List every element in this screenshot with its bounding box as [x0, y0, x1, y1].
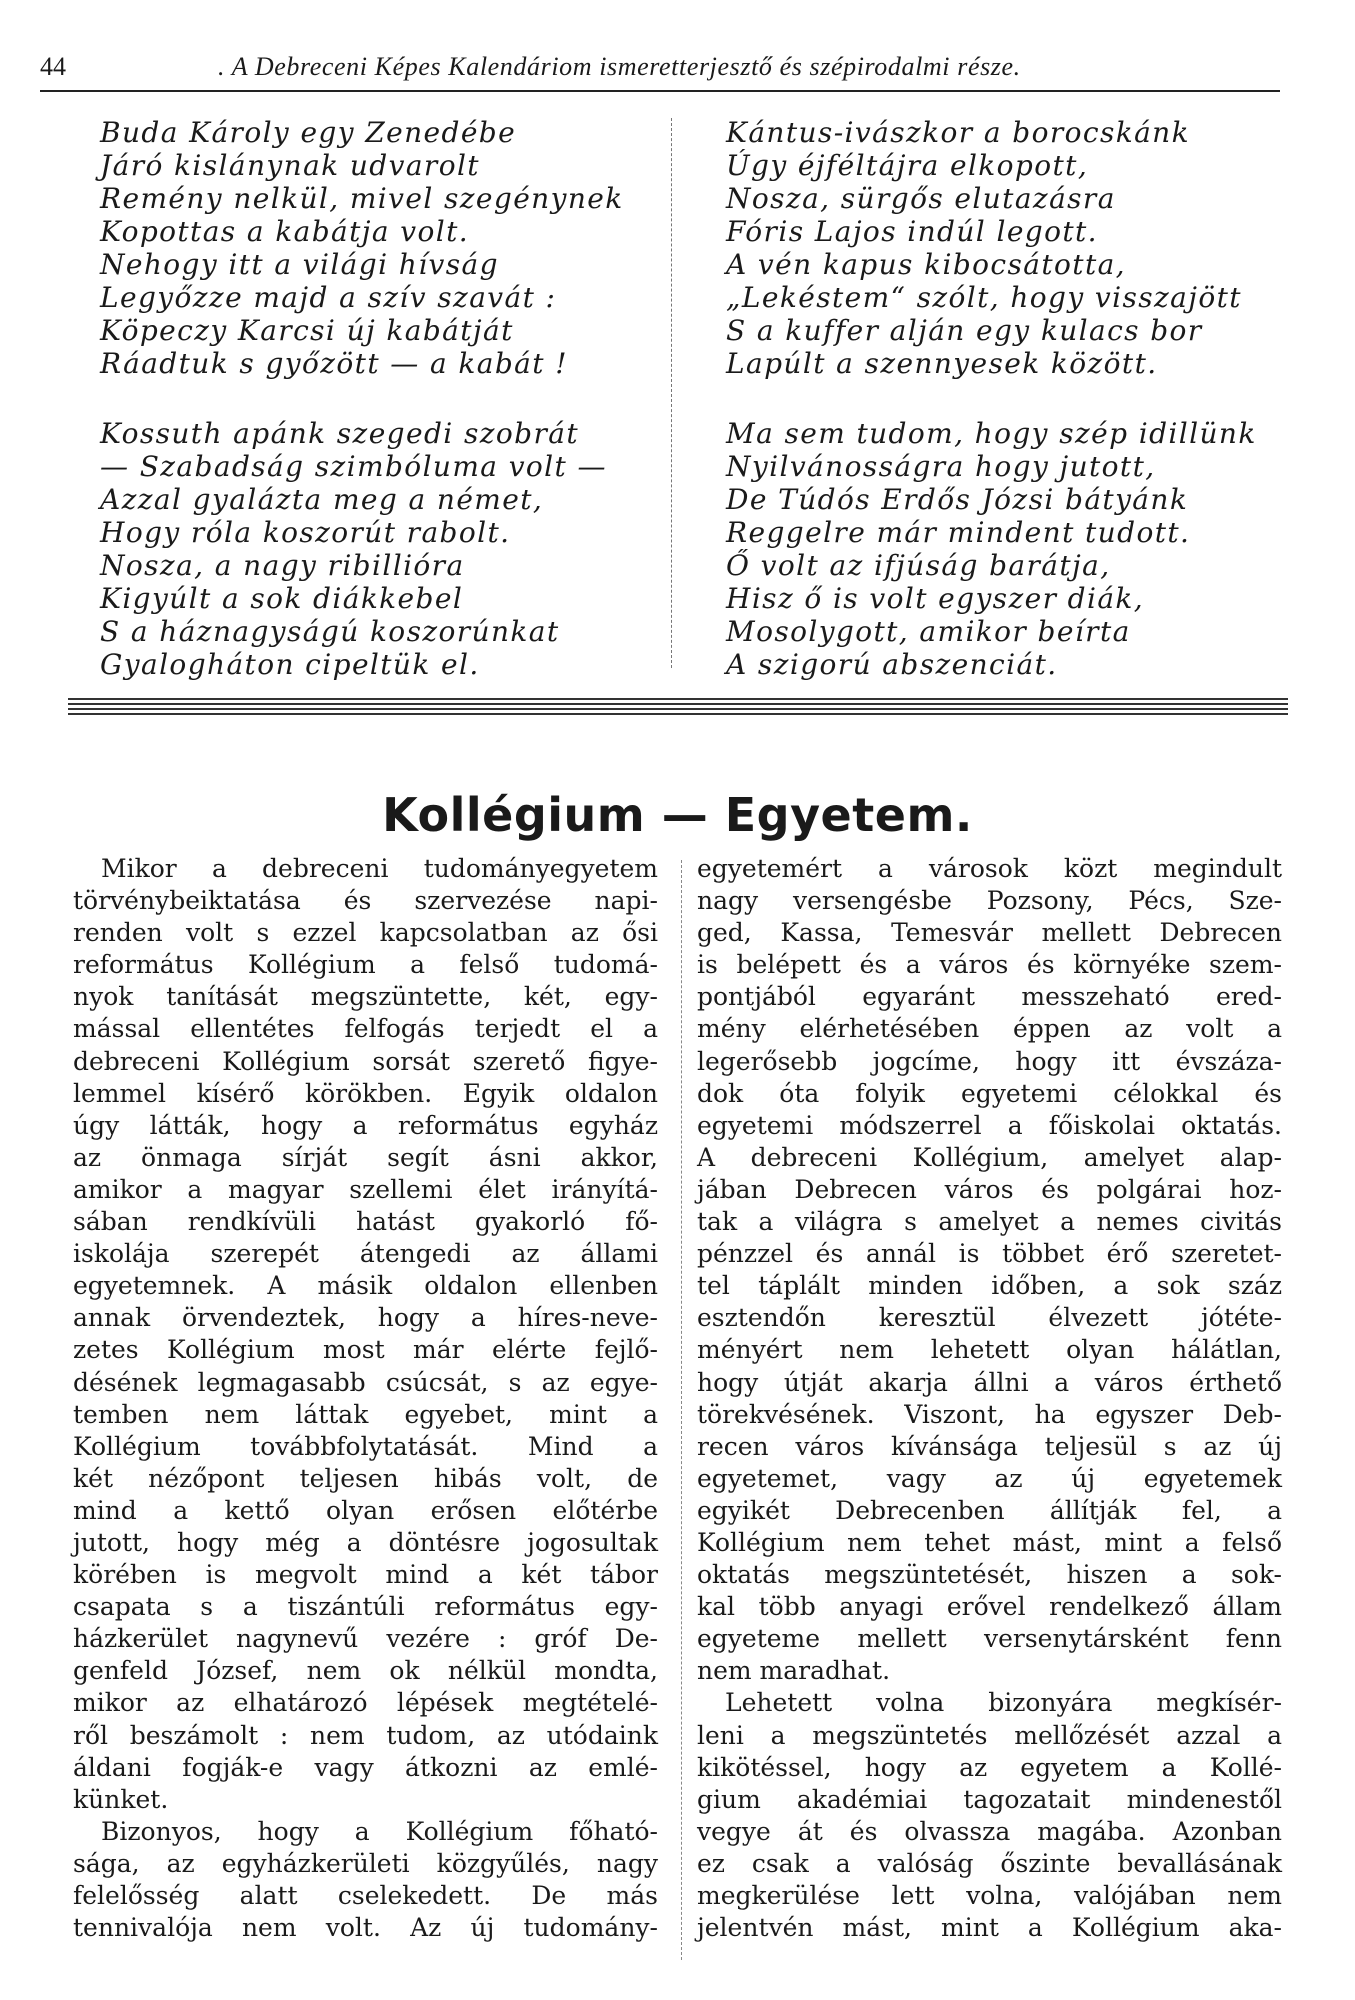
text-line: ről beszámolt : nem tudom, az utódaink [73, 1720, 658, 1750]
poem-line: S a háznagyságú koszorúnkat [100, 615, 560, 648]
text-line: genfeld József, nem ok nélkül mondta, [73, 1656, 658, 1686]
text-line: ez csak a valóság őszinte bevallásának [697, 1848, 1282, 1878]
text-line: egyetemi módszerrel a főiskolai oktatás. [697, 1110, 1282, 1140]
text-line: ményért nem lehetett olyan hálátlan, [697, 1335, 1282, 1365]
text-line: pontjából egyaránt messzeható ered- [697, 982, 1282, 1012]
text-line: ged, Kassa, Temesvár mellett Debrecen [697, 918, 1282, 948]
poem-line: Nosza, sürgős elutazásra [726, 182, 1116, 215]
separator-rule [68, 708, 1288, 710]
text-line: renden volt s ezzel kapcsolatban az ősi [73, 918, 658, 948]
poem-line: Remény nelkül, mivel szegénynek [100, 182, 624, 215]
text-line: is belépett és a város és környéke szem- [697, 950, 1282, 980]
poem-line: Hogy róla koszorút rabolt. [100, 516, 511, 549]
text-line: künket. [73, 1784, 169, 1814]
poem-line: Kigyúlt a sok diákkebel [100, 582, 464, 615]
poem-line: Buda Károly egy Zenedébe [100, 116, 517, 149]
article-left-column [73, 853, 658, 1944]
page-number: 44 [40, 52, 66, 81]
poem-line: Gyalogháton cipeltük el. [100, 648, 480, 681]
text-line: zetes Kollégium most már elérte fejlő- [73, 1335, 658, 1365]
poem-line: Úgy éjféltájra elkopott, [726, 149, 1089, 182]
text-line: nagy versengésbe Pozsony, Pécs, Sze- [697, 886, 1282, 916]
poem-line: Ráadtuk s győzött — a kabát ! [100, 347, 568, 380]
text-line: megkerülése lett volna, valójában nem [697, 1881, 1282, 1910]
poem-stanza [726, 417, 1257, 681]
text-line: mind a kettő olyan erősen előtérbe [73, 1495, 658, 1525]
text-line: két nézőpont teljesen hibás volt, de [73, 1463, 658, 1493]
text-line: úgy látták, hogy a református egyház [73, 1110, 658, 1140]
poem-line: Fóris Lajos indúl legott. [726, 215, 1098, 248]
text-line: temben nem láttak egyebet, mint a [73, 1399, 658, 1429]
text-line: kikötéssel, hogy az egyetem a Kollé- [697, 1752, 1282, 1782]
text-line: Kollégium továbbfolytatását. Mind a [73, 1431, 658, 1461]
text-line: áldani fogják-e vagy átkozni az emlé- [73, 1752, 658, 1782]
poem-line: Kántus-ivászkor a borocskánk [726, 116, 1190, 149]
text-line: hogy útját akarja állni a város érthető [697, 1367, 1282, 1397]
text-line: A debreceni Kollégium, amelyet alap- [697, 1142, 1282, 1172]
text-line: iskolája szerepét átengedi az állami [73, 1239, 658, 1269]
text-line: felelősség alatt cselekedett. De más [73, 1881, 658, 1910]
poem-line: S a kuffer alján egy kulacs bor [726, 314, 1203, 347]
text-line: gium akadémiai tagozatait mindenestől [697, 1784, 1282, 1814]
text-line: debreceni Kollégium sorsát szerető figye- [73, 1046, 658, 1076]
poem-stanza [100, 116, 624, 380]
poem-line: Kossuth apánk szegedi szobrát [100, 417, 579, 450]
article-column-divider [681, 860, 682, 1960]
text-line: törekvésének. Viszont, ha egyszer Deb- [697, 1399, 1282, 1429]
text-line: mikor az elhatározó lépések megtételé- [73, 1688, 658, 1718]
text-line: amikor a magyar szellemi élet irányítá- [73, 1174, 658, 1204]
text-line: vegye át és olvassza magába. Azonban [697, 1816, 1282, 1846]
text-line: nem maradhat. [697, 1656, 891, 1686]
poem-line: Reggelre már mindent tudott. [726, 516, 1191, 549]
text-line: legerősebb jogcíme, hogy itt évszáza- [697, 1046, 1282, 1076]
poem-line: Nosza, a nagy ribillióra [100, 549, 465, 582]
text-line: Bizonyos, hogy a Kollégium főható- [101, 1816, 658, 1846]
article-paragraph [73, 1816, 658, 1944]
text-line: tel táplált minden időben, a sok száz [697, 1271, 1282, 1301]
text-line: leni a megszüntetés mellőzését azzal a [697, 1720, 1282, 1750]
text-line: annak örvendeztek, hogy a híres-neve- [73, 1303, 658, 1333]
poem-line: — Szabadság szimbóluma volt — [100, 450, 607, 483]
text-line: recen város kívánsága teljesül s az új [697, 1431, 1282, 1461]
running-title: . A Debreceni Képes Kalendáriom ismeretterjesztő és szépirodalmi része. [218, 52, 1021, 81]
text-line: jában Debrecen város és polgárai hoz- [697, 1174, 1282, 1204]
article-paragraph [73, 853, 658, 1816]
poem-line: De Túdós Erdős Józsi bátyánk [726, 483, 1189, 516]
poem-line: Ma sem tudom, hogy szép idillünk [726, 417, 1257, 450]
article-paragraph [697, 853, 1282, 1687]
poem-line: Lapúlt a szennyesek között. [726, 347, 1158, 380]
poem-line: Köpeczy Karcsi új kabátját [100, 314, 514, 347]
text-line: házkerület nagynevű vezére : gróf De- [73, 1624, 658, 1654]
text-line: désének legmagasabb csúcsát, s az egye- [73, 1367, 658, 1397]
poem-stanza [100, 417, 624, 681]
text-line: törvénybeiktatása és szervezése napi- [73, 886, 658, 916]
text-line: egyetemnek. A másik oldalon ellenben [73, 1271, 658, 1301]
text-line: nyok tanítását megszüntette, két, egy- [73, 982, 658, 1012]
text-line: Kollégium nem tehet mást, mint a felső [697, 1527, 1282, 1557]
text-line: református Kollégium a felső tudomá- [73, 950, 658, 980]
poem-right-column [726, 116, 1257, 718]
poem-line: „Lekéstem“ szólt, hogy visszajött [726, 281, 1242, 314]
text-line: dok óta folyik egyetemi célokkal és [697, 1078, 1282, 1108]
poem-line: Azzal gyalázta meg a német, [100, 483, 544, 516]
poem-line: Hisz ő is volt egyszer diák, [726, 582, 1145, 615]
poem-line: Kopottas a kabátja volt. [100, 215, 470, 248]
poem-column-divider [671, 118, 672, 668]
text-line: jelentvén mást, mint a Kollégium aka- [697, 1913, 1282, 1943]
poem-stanza [726, 116, 1257, 380]
text-line: mény elérhetésében éppen az volt a [697, 1014, 1282, 1044]
text-line: Mikor a debreceni tudományegyetem [101, 854, 658, 883]
text-line: Lehetett volna bizonyára megkísér- [725, 1688, 1282, 1718]
text-line: esztendőn keresztül élvezett jótéte- [697, 1303, 1282, 1333]
poem-line: Mosolygott, amikor beírta [726, 615, 1131, 648]
text-line: pénzzel és annál is többet érő szeretet- [697, 1239, 1282, 1269]
poem-line: A vén kapus kibocsátotta, [726, 248, 1126, 281]
text-line: mással ellentétes felfogás terjedt el a [73, 1014, 658, 1044]
separator-rule [68, 698, 1288, 700]
text-line: tennivalója nem volt. Az új tudomány- [73, 1913, 658, 1943]
text-line: lemmel kísérő körökben. Egyik oldalon [73, 1078, 658, 1108]
separator-rule [68, 703, 1288, 705]
poem-line: Nyilvánosságra hogy jutott, [726, 450, 1156, 483]
text-line: oktatás megszüntetését, hiszen a sok- [697, 1560, 1282, 1590]
text-line: egyetemért a városok közt megindult [697, 854, 1282, 883]
text-line: körében is megvolt mind a két tábor [73, 1560, 658, 1590]
poem-line: Legyőzze majd a szív szavát : [100, 281, 557, 314]
text-line: az önmaga sírját segít ásni akkor, [73, 1142, 658, 1172]
text-line: tak a világra s amelyet a nemes civitás [697, 1207, 1282, 1237]
text-line: egyetemet, vagy az új egyetemek [697, 1463, 1282, 1493]
text-line: sága, az egyházkerületi közgyűlés, nagy [73, 1848, 658, 1878]
article-title: Kollégium — Egyetem. [382, 787, 973, 842]
poem-line: Járó kislánynak udvarolt [100, 149, 480, 182]
text-line: jutott, hogy még a döntésre jogosultak [73, 1527, 658, 1557]
poem-line: Nehogy itt a világi hívság [100, 248, 499, 281]
header-rule [40, 90, 1280, 92]
text-line: egyikét Debrecenben állítják fel, a [697, 1495, 1282, 1525]
text-line: kal több anyagi erővel rendelkező állam [697, 1592, 1282, 1622]
text-line: egyeteme mellett versenytársként fenn [697, 1624, 1282, 1654]
poem-line: A szigorú abszenciát. [726, 648, 1058, 681]
poem-left-column [100, 116, 624, 718]
text-line: csapata s a tiszántúli református egy- [73, 1592, 658, 1622]
poem-line: Ő volt az ifjúság barátja, [726, 549, 1111, 582]
text-line: sában rendkívüli hatást gyakorló fő- [73, 1207, 658, 1237]
article-paragraph [697, 1687, 1282, 1944]
separator-rule [68, 713, 1288, 715]
article-right-column [697, 853, 1282, 1944]
page-header [40, 52, 1280, 92]
